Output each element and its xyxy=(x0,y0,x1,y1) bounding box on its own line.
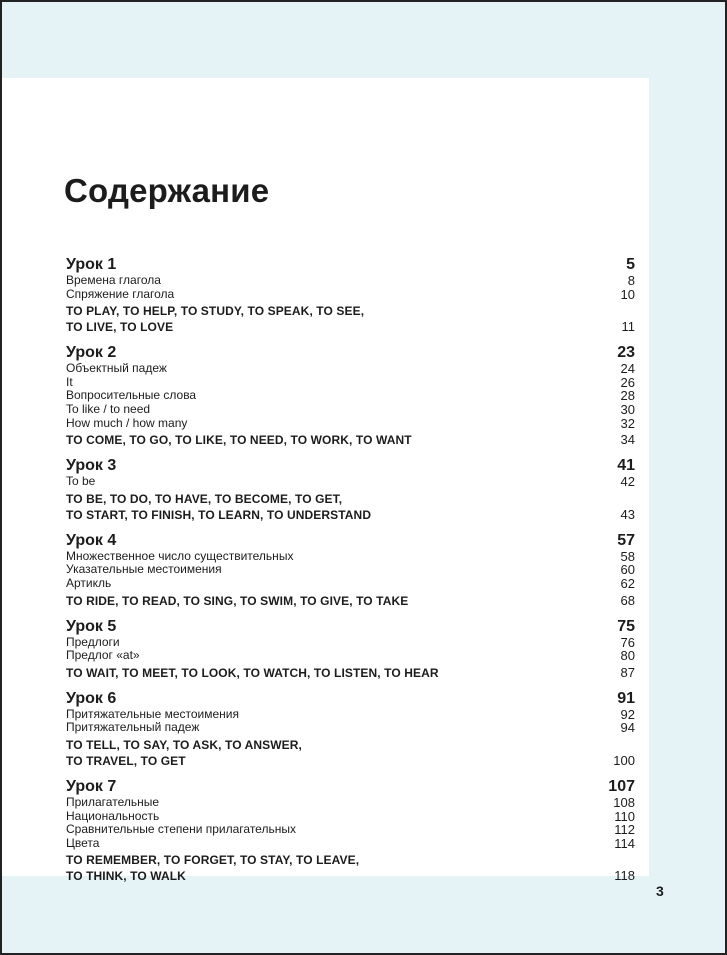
verbs-page-number: 87 xyxy=(620,664,635,680)
toc-verbs-entry[interactable] xyxy=(66,491,635,523)
toc-lesson xyxy=(66,618,635,681)
toc-entry-label: Национальность xyxy=(66,808,160,823)
toc-entry[interactable] xyxy=(66,810,635,824)
lesson-page-number: 107 xyxy=(608,777,635,795)
page-title: Содержание xyxy=(64,172,270,209)
page-number: 3 xyxy=(656,883,664,899)
lesson-page-number: 41 xyxy=(617,457,635,475)
toc-entry-page: 92 xyxy=(620,706,635,722)
toc-lesson-heading[interactable] xyxy=(66,344,635,362)
toc-entry-page: 42 xyxy=(620,474,635,490)
toc-entry-label: Множественное число существительных xyxy=(66,548,294,563)
toc-verbs-entry[interactable] xyxy=(66,737,635,769)
verbs-list: TO PLAY, TO HELP, TO STUDY, TO SPEAK, TO SEE, TO LIVE, TO LOVE xyxy=(66,304,365,335)
toc-entry-label: To like / to need xyxy=(66,401,151,416)
toc-entry-label: Предлоги xyxy=(66,634,120,649)
toc-entry-label: Времена глагола xyxy=(66,273,161,287)
toc-entry-label: Объектный падеж xyxy=(66,361,167,376)
toc-lesson xyxy=(66,690,635,769)
toc-entry[interactable] xyxy=(66,389,635,403)
toc-entry-label: Вопросительные слова xyxy=(66,388,197,403)
toc-lesson xyxy=(66,532,635,609)
toc-lesson xyxy=(66,256,635,335)
verbs-page-number: 68 xyxy=(620,592,635,608)
toc-entry-page: 80 xyxy=(620,648,635,664)
verbs-list: TO BE, TO DO, TO HAVE, TO BECOME, TO GET, TO START, TO FINISH, TO LEARN, TO UNDERSTAND xyxy=(66,491,372,522)
toc-verbs-entry[interactable] xyxy=(66,665,635,681)
lesson-title: Урок 4 xyxy=(66,531,117,549)
verbs-page-number: 100 xyxy=(613,752,635,768)
toc-entry-page: 58 xyxy=(620,548,635,564)
toc-entry[interactable] xyxy=(66,403,635,417)
lesson-title: Урок 6 xyxy=(66,689,117,707)
toc-verbs-entry[interactable] xyxy=(66,852,635,884)
toc-entry-page: 108 xyxy=(613,794,635,810)
toc-entry-label: Прилагательные xyxy=(66,794,160,809)
lesson-title: Урок 7 xyxy=(66,777,117,795)
toc-entry-page: 76 xyxy=(620,634,635,650)
lesson-page-number: 23 xyxy=(617,344,635,362)
verbs-page-number: 34 xyxy=(620,432,635,448)
toc-entry-label: Предлог «at» xyxy=(66,648,140,663)
toc-entry[interactable] xyxy=(66,563,635,577)
lesson-page-number: 75 xyxy=(617,617,635,635)
toc-entry-label: How much / how many xyxy=(66,415,188,430)
toc-entry-page: 8 xyxy=(627,273,635,288)
toc-entry-label: Притяжательный падеж xyxy=(66,720,200,735)
toc-entry[interactable] xyxy=(66,636,635,650)
toc-entry-page: 112 xyxy=(614,822,635,838)
toc-entry[interactable] xyxy=(66,376,635,390)
toc-lesson xyxy=(66,457,635,523)
toc-entry-page: 24 xyxy=(620,361,635,377)
lesson-page-number: 5 xyxy=(626,256,635,273)
table-of-contents xyxy=(66,256,635,893)
toc-entry-page: 60 xyxy=(620,562,635,578)
toc-entry-label: Артикль xyxy=(66,575,112,590)
verbs-list: TO COME, TO GO, TO LIKE, TO NEED, TO WORK, TO WANT xyxy=(66,433,412,448)
toc-verbs-entry[interactable] xyxy=(66,593,635,609)
toc-entry-page: 114 xyxy=(614,835,635,851)
lesson-page-number: 91 xyxy=(617,689,635,707)
lesson-title: Урок 5 xyxy=(66,617,117,635)
toc-entry-page: 30 xyxy=(620,401,635,417)
toc-entry-page: 26 xyxy=(620,374,635,390)
toc-entry[interactable] xyxy=(66,550,635,564)
lesson-title: Урок 3 xyxy=(66,457,117,475)
toc-entry[interactable] xyxy=(66,274,635,288)
toc-verbs-entry[interactable] xyxy=(66,303,635,335)
lesson-title: Урок 1 xyxy=(66,256,117,273)
toc-lesson-heading[interactable] xyxy=(66,618,635,636)
toc-lesson-heading[interactable] xyxy=(66,532,635,550)
toc-lesson xyxy=(66,344,635,448)
toc-entry[interactable] xyxy=(66,417,635,431)
toc-lesson-heading[interactable] xyxy=(66,778,635,796)
toc-entry-label: Сравнительные степени прилагательных xyxy=(66,822,296,837)
toc-entry-label: Указательные местоимения xyxy=(66,562,222,577)
toc-entry-label: Спряжение глагола xyxy=(66,286,175,301)
toc-entry-page: 62 xyxy=(620,575,635,591)
toc-entry-label: Цвета xyxy=(66,835,100,850)
verbs-list: TO WAIT, TO MEET, TO LOOK, TO WATCH, TO LISTEN, TO HEAR xyxy=(66,665,439,680)
toc-lesson-heading[interactable] xyxy=(66,690,635,708)
verbs-list: TO REMEMBER, TO FORGET, TO STAY, TO LEAVE, TO THINK, TO WALK xyxy=(66,853,360,884)
toc-entry-label: To be xyxy=(66,474,96,489)
toc-lesson-heading[interactable] xyxy=(66,256,635,274)
toc-entry[interactable] xyxy=(66,475,635,489)
toc-entry[interactable] xyxy=(66,288,635,302)
toc-entry[interactable] xyxy=(66,796,635,810)
lesson-page-number: 57 xyxy=(617,531,635,549)
verbs-page-number: 11 xyxy=(621,319,635,335)
verbs-list: TO RIDE, TO READ, TO SING, TO SWIM, TO GIVE, TO TAKE xyxy=(66,593,409,608)
toc-entry[interactable] xyxy=(66,708,635,722)
toc-entry[interactable] xyxy=(66,837,635,851)
toc-entry-page: 10 xyxy=(620,286,635,302)
toc-lesson-heading[interactable] xyxy=(66,457,635,475)
toc-verbs-entry[interactable] xyxy=(66,432,635,448)
toc-entry-page: 94 xyxy=(620,720,635,736)
verbs-list: TO TELL, TO SAY, TO ASK, TO ANSWER, TO TRAVEL, TO GET xyxy=(66,737,302,768)
lesson-title: Урок 2 xyxy=(66,344,117,362)
toc-entry[interactable] xyxy=(66,721,635,735)
verbs-page-number: 118 xyxy=(614,868,635,884)
toc-entry[interactable] xyxy=(66,823,635,837)
verbs-page-number: 43 xyxy=(620,506,635,522)
toc-entry-page: 32 xyxy=(620,415,635,431)
toc-lesson xyxy=(66,778,635,884)
toc-entry-label: Притяжательные местоимения xyxy=(66,706,239,721)
toc-entry[interactable] xyxy=(66,649,635,663)
toc-entry-page: 110 xyxy=(614,808,635,824)
toc-entry[interactable] xyxy=(66,362,635,376)
toc-entry[interactable] xyxy=(66,577,635,591)
toc-entry-page: 28 xyxy=(620,388,635,404)
toc-entry-label: It xyxy=(66,374,73,389)
